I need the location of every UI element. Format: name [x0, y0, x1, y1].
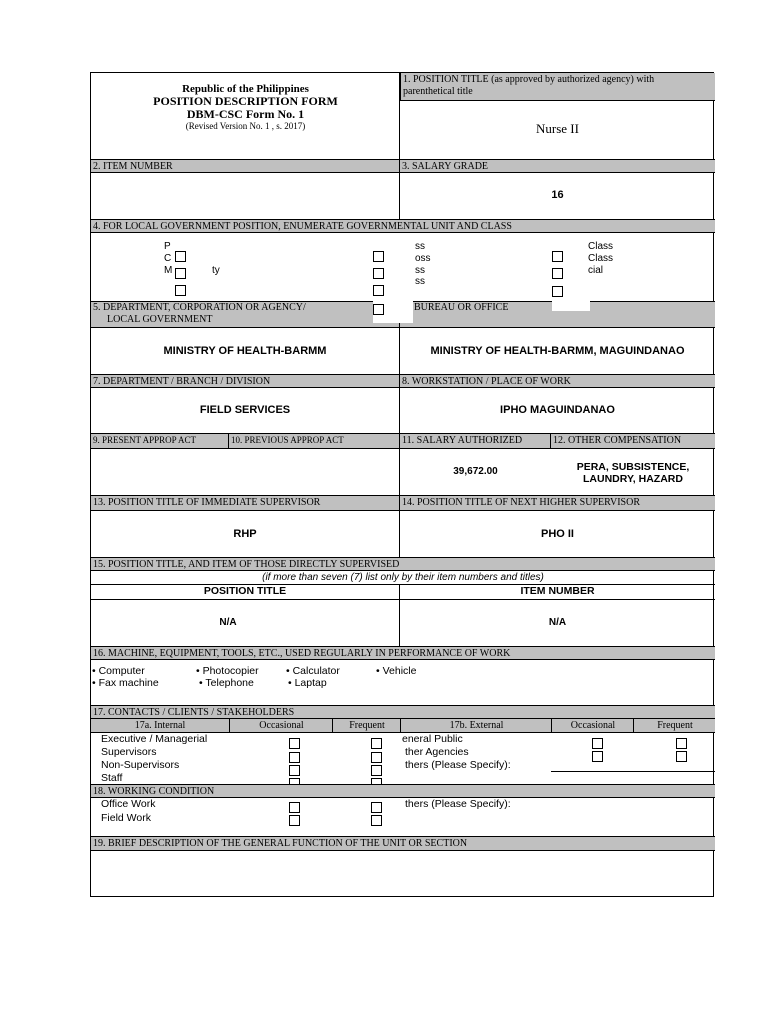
equipment-item: • Fax machine [92, 677, 159, 689]
contact-internal-row: Executive / Managerial [101, 733, 208, 745]
lgu-checkbox-10[interactable] [552, 286, 563, 297]
external-specify-line[interactable] [551, 771, 715, 772]
internal-occasional-checkbox[interactable] [289, 765, 300, 776]
department-value[interactable]: MINISTRY OF HEALTH-BARMM [163, 345, 327, 357]
contacts-subheader: 17a. Internal Occasional Frequent 17b. External Occasional Frequent [91, 719, 715, 733]
other-comp-value[interactable]: PERA, SUBSISTENCE, LAUNDRY, HAZARD [576, 461, 690, 485]
previous-approp-label: 10. PREVIOUS APPROP ACT [229, 433, 400, 449]
salary-authorized-label: 11. SALARY AUTHORIZED [400, 433, 551, 449]
position-title-value[interactable]: Nurse II [536, 121, 579, 136]
contact-internal-row: Non-Supervisors [101, 759, 180, 771]
equipment-item: • Photocopier [196, 665, 259, 677]
supervised-title-value[interactable]: N/A [219, 617, 237, 628]
contact-external-row: ther Agencies [405, 746, 469, 758]
immediate-supervisor-value[interactable]: RHP [233, 528, 257, 540]
previous-approp-field[interactable] [230, 449, 399, 495]
item-number-field[interactable] [91, 173, 399, 219]
equipment-item: • Computer [92, 665, 145, 677]
internal-frequent-checkbox[interactable] [371, 765, 382, 776]
working-other-specify: thers (Please Specify): [405, 798, 511, 810]
equipment-item: • Telephone [199, 677, 254, 689]
present-approp-field[interactable] [91, 449, 229, 495]
position-description-form [90, 72, 714, 897]
unit-function-label: 19. BRIEF DESCRIPTION OF THE GENERAL FUNCTION OF THE UNIT OR SECTION [91, 836, 715, 851]
internal-occasional-checkbox[interactable] [289, 738, 300, 749]
form-revision: (Revised Version No. 1 , s. 2017) [185, 121, 306, 131]
contact-external-row: thers (Please Specify): [405, 759, 511, 771]
lgu-class-label: 4. FOR LOCAL GOVERNMENT POSITION, ENUMERATE GOVERNMENTAL UNIT AND CLASS [91, 219, 715, 233]
working-condition-label: 18. WORKING CONDITION [91, 784, 715, 798]
lgu-checkbox-2[interactable] [175, 268, 186, 279]
supervised-note: (if more than seven (7) list only by their item numbers and titles) [262, 572, 544, 583]
lgu-class-area: P C M ty ss oss ss ss Class Class cial [91, 233, 715, 301]
equipment-item: • Laptap [288, 677, 327, 689]
bureau-label: BUREAU OR OFFICE [414, 302, 509, 313]
division-label: 7. DEPARTMENT / BRANCH / DIVISION [91, 374, 400, 388]
next-supervisor-label: 14. POSITION TITLE OF NEXT HIGHER SUPERVISOR [400, 495, 715, 511]
equipment-item: • Vehicle [376, 665, 417, 677]
internal-occasional-checkbox[interactable] [289, 752, 300, 763]
unit-function-field[interactable] [91, 851, 713, 896]
position-title-label: 1. POSITION TITLE (as approved by authorized agency) with parenthetical title [400, 73, 715, 101]
supervised-col-item: ITEM NUMBER [520, 585, 595, 597]
supervised-col-title: POSITION TITLE [203, 585, 287, 597]
supervised-label: 15. POSITION TITLE, AND ITEM OF THOSE DIRECTLY SUPERVISED [91, 557, 715, 571]
external-occasional-checkbox[interactable] [592, 751, 603, 762]
external-occasional-checkbox[interactable] [592, 738, 603, 749]
salary-grade-label: 3. SALARY GRADE [400, 159, 715, 173]
working-condition-row: Office Work [101, 798, 156, 810]
equipment-label: 16. MACHINE, EQUIPMENT, TOOLS, ETC., USED REGULARLY IN PERFORMANCE OF WORK [91, 646, 715, 660]
working-frequent-checkbox[interactable] [371, 802, 382, 813]
immediate-supervisor-label: 13. POSITION TITLE OF IMMEDIATE SUPERVISOR [91, 495, 400, 511]
working-occasional-checkbox[interactable] [289, 802, 300, 813]
present-approp-label: 9. PRESENT APPROP ACT [91, 433, 229, 449]
contact-external-row: eneral Public [402, 733, 463, 745]
next-supervisor-value[interactable]: PHO II [540, 528, 574, 540]
workstation-label: 8. WORKSTATION / PLACE OF WORK [400, 374, 715, 388]
department-label: 5. DEPARTMENT, CORPORATION OR AGENCY/ LOCAL GOVERNMENT [91, 301, 400, 328]
salary-grade-value[interactable]: 16 [551, 189, 564, 201]
lgu-checkbox-11[interactable] [373, 304, 384, 315]
internal-frequent-checkbox[interactable] [371, 738, 382, 749]
item-number-label: 2. ITEM NUMBER [91, 159, 400, 173]
lgu-checkbox-3[interactable] [175, 285, 186, 296]
working-frequent-checkbox[interactable] [371, 815, 382, 826]
lgu-checkbox-1[interactable] [175, 251, 186, 262]
republic-title: Republic of the Philippines [182, 83, 309, 95]
form-number: DBM-CSC Form No. 1 [186, 107, 305, 121]
form-name: POSITION DESCRIPTION FORM [153, 94, 338, 108]
bureau-value[interactable]: MINISTRY OF HEALTH-BARMM, MAGUINDANAO [430, 345, 685, 357]
lgu-checkbox-5[interactable] [373, 268, 384, 279]
external-frequent-checkbox[interactable] [676, 751, 687, 762]
form-header [91, 83, 400, 132]
salary-authorized-value[interactable]: 39,672.00 [453, 466, 498, 477]
division-value[interactable]: FIELD SERVICES [199, 404, 291, 416]
contact-internal-row: Supervisors [101, 746, 157, 758]
lgu-checkbox-4[interactable] [373, 251, 384, 262]
other-comp-label: 12. OTHER COMPENSATION [551, 433, 715, 449]
equipment-item: • Calculator [286, 665, 340, 677]
workstation-value[interactable]: IPHO MAGUINDANAO [500, 404, 615, 416]
lgu-checkbox-9[interactable] [552, 268, 563, 279]
internal-frequent-checkbox[interactable] [371, 752, 382, 763]
scan-mask [552, 301, 590, 311]
lgu-checkbox-8[interactable] [552, 251, 563, 262]
contact-internal-row: Staff [101, 772, 123, 784]
working-condition-row: Field Work [101, 812, 151, 824]
working-occasional-checkbox[interactable] [289, 815, 300, 826]
supervised-item-value[interactable]: N/A [548, 617, 567, 628]
external-frequent-checkbox[interactable] [676, 738, 687, 749]
lgu-checkbox-6[interactable] [373, 285, 384, 296]
contacts-label: 17. CONTACTS / CLIENTS / STAKEHOLDERS [91, 705, 715, 719]
